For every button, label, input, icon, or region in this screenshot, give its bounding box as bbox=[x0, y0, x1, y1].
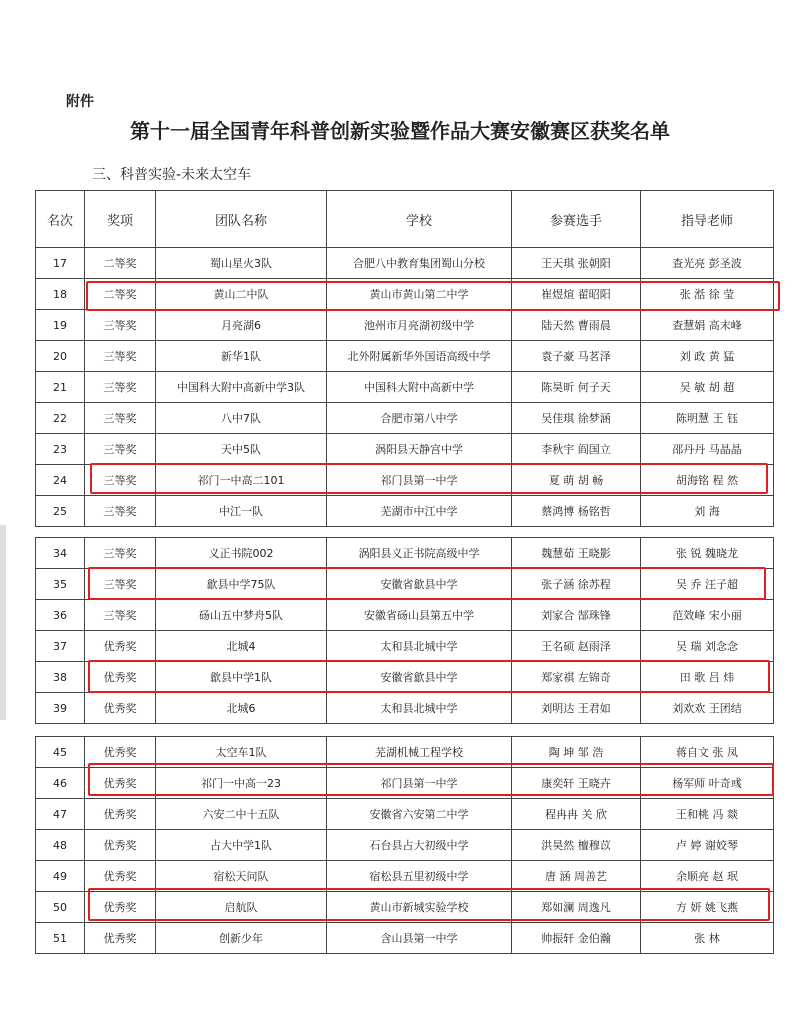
table-row bbox=[36, 496, 774, 527]
teachers-cell: 杨军师 叶奇彧 bbox=[641, 768, 774, 799]
table-row bbox=[36, 248, 774, 279]
team-cell: 祁门一中高二101 bbox=[156, 465, 327, 496]
award-cell: 优秀奖 bbox=[85, 662, 156, 693]
school-cell: 安徽省砀山县第五中学 bbox=[327, 600, 512, 631]
award-cell: 三等奖 bbox=[85, 600, 156, 631]
school-cell: 中国科大附中高新中学 bbox=[327, 372, 512, 403]
rank-cell: 51 bbox=[36, 923, 85, 954]
students-cell: 刘家合 郜珠锋 bbox=[512, 600, 641, 631]
table-row bbox=[36, 693, 774, 724]
teachers-cell: 吴 瑞 刘念念 bbox=[641, 631, 774, 662]
highlight-box bbox=[88, 660, 770, 693]
team-cell: 六安二中十五队 bbox=[156, 799, 327, 830]
teachers-cell: 刘 海 bbox=[641, 496, 774, 527]
teachers-cell: 陈明慧 王 钰 bbox=[641, 403, 774, 434]
rank-cell: 17 bbox=[36, 248, 85, 279]
teachers-cell: 刘欢欢 王团结 bbox=[641, 693, 774, 724]
team-cell: 黄山二中队 bbox=[156, 279, 327, 310]
teachers-cell: 查慧娟 高末峰 bbox=[641, 310, 774, 341]
students-cell: 王天琪 张朝阳 bbox=[512, 248, 641, 279]
award-cell: 三等奖 bbox=[85, 538, 156, 569]
team-cell: 北城6 bbox=[156, 693, 327, 724]
col-team: 团队名称 bbox=[156, 191, 327, 248]
school-cell: 合肥市第八中学 bbox=[327, 403, 512, 434]
school-cell: 宿松县五里初级中学 bbox=[327, 861, 512, 892]
team-cell: 中江一队 bbox=[156, 496, 327, 527]
award-cell: 二等奖 bbox=[85, 279, 156, 310]
col-school: 学校 bbox=[327, 191, 512, 248]
award-cell: 三等奖 bbox=[85, 403, 156, 434]
rank-cell: 45 bbox=[36, 737, 85, 768]
school-cell: 涡阳县天静宫中学 bbox=[327, 434, 512, 465]
teachers-cell: 范效峰 宋小丽 bbox=[641, 600, 774, 631]
table-row bbox=[36, 403, 774, 434]
rank-cell: 47 bbox=[36, 799, 85, 830]
students-cell: 陶 坤 邹 浩 bbox=[512, 737, 641, 768]
school-cell: 安徽省歙县中学 bbox=[327, 662, 512, 693]
students-cell: 唐 涵 周善艺 bbox=[512, 861, 641, 892]
students-cell: 吴佳琪 徐梦涵 bbox=[512, 403, 641, 434]
award-cell: 优秀奖 bbox=[85, 892, 156, 923]
teachers-cell: 田 歌 吕 炜 bbox=[641, 662, 774, 693]
students-cell: 李秋宇 阎国立 bbox=[512, 434, 641, 465]
school-cell: 太和县北城中学 bbox=[327, 693, 512, 724]
teachers-cell: 方 妍 姚飞燕 bbox=[641, 892, 774, 923]
results-table-2 bbox=[35, 537, 774, 724]
rank-cell: 25 bbox=[36, 496, 85, 527]
rank-cell: 36 bbox=[36, 600, 85, 631]
school-cell: 祁门县第一中学 bbox=[327, 768, 512, 799]
team-cell: 蜀山星火3队 bbox=[156, 248, 327, 279]
award-cell: 优秀奖 bbox=[85, 799, 156, 830]
teachers-cell: 蒋自文 张 凤 bbox=[641, 737, 774, 768]
teachers-cell: 胡海铭 程 然 bbox=[641, 465, 774, 496]
students-cell: 康奕轩 王晓卉 bbox=[512, 768, 641, 799]
school-cell: 安徽省歙县中学 bbox=[327, 569, 512, 600]
students-cell: 郑如澜 周逸凡 bbox=[512, 892, 641, 923]
highlight-box bbox=[86, 281, 780, 311]
award-cell: 优秀奖 bbox=[85, 737, 156, 768]
team-cell: 歙县中学75队 bbox=[156, 569, 327, 600]
table-row bbox=[36, 310, 774, 341]
table-row bbox=[36, 799, 774, 830]
table-row bbox=[36, 341, 774, 372]
award-cell: 三等奖 bbox=[85, 341, 156, 372]
rank-cell: 19 bbox=[36, 310, 85, 341]
award-cell: 三等奖 bbox=[85, 372, 156, 403]
students-cell: 洪昊然 檀穆苡 bbox=[512, 830, 641, 861]
col-award: 奖项 bbox=[85, 191, 156, 248]
rank-cell: 38 bbox=[36, 662, 85, 693]
teachers-cell: 张 锐 魏晓龙 bbox=[641, 538, 774, 569]
rank-cell: 22 bbox=[36, 403, 85, 434]
rank-cell: 48 bbox=[36, 830, 85, 861]
highlight-box bbox=[88, 567, 766, 600]
table-row bbox=[36, 830, 774, 861]
left-edge-strip bbox=[0, 525, 6, 720]
award-cell: 优秀奖 bbox=[85, 830, 156, 861]
award-cell: 优秀奖 bbox=[85, 631, 156, 662]
table-row bbox=[36, 861, 774, 892]
teachers-cell: 刘 政 黄 猛 bbox=[641, 341, 774, 372]
school-cell: 北外附属新华外国语高级中学 bbox=[327, 341, 512, 372]
teachers-cell: 余顺亮 赵 珉 bbox=[641, 861, 774, 892]
col-teachers: 指导老师 bbox=[641, 191, 774, 248]
rank-cell: 50 bbox=[36, 892, 85, 923]
highlight-box bbox=[90, 463, 768, 494]
attachment-label: 附件 bbox=[66, 94, 94, 110]
award-cell: 优秀奖 bbox=[85, 861, 156, 892]
team-cell: 北城4 bbox=[156, 631, 327, 662]
school-cell: 涡阳县义正书院高级中学 bbox=[327, 538, 512, 569]
school-cell: 黄山市黄山第二中学 bbox=[327, 279, 512, 310]
students-cell: 崔煜煊 翟昭阳 bbox=[512, 279, 641, 310]
col-rank: 名次 bbox=[36, 191, 85, 248]
award-cell: 三等奖 bbox=[85, 310, 156, 341]
rank-cell: 23 bbox=[36, 434, 85, 465]
table-row bbox=[36, 600, 774, 631]
students-cell: 陆天然 曹雨晨 bbox=[512, 310, 641, 341]
team-cell: 歙县中学1队 bbox=[156, 662, 327, 693]
school-cell: 黄山市新城实验学校 bbox=[327, 892, 512, 923]
students-cell: 郑家祺 左锦奇 bbox=[512, 662, 641, 693]
school-cell: 合肥八中教育集团蜀山分校 bbox=[327, 248, 512, 279]
team-cell: 中国科大附中高新中学3队 bbox=[156, 372, 327, 403]
rank-cell: 21 bbox=[36, 372, 85, 403]
school-cell: 芜湖市中江中学 bbox=[327, 496, 512, 527]
table-row bbox=[36, 434, 774, 465]
rank-cell: 24 bbox=[36, 465, 85, 496]
col-students: 参赛选手 bbox=[512, 191, 641, 248]
rank-cell: 34 bbox=[36, 538, 85, 569]
students-cell: 刘明达 王君如 bbox=[512, 693, 641, 724]
team-cell: 天中5队 bbox=[156, 434, 327, 465]
document-title: 第十一届全国青年科普创新实验暨作品大赛安徽赛区获奖名单 bbox=[130, 119, 670, 143]
students-cell: 王名硕 赵雨泽 bbox=[512, 631, 641, 662]
teachers-cell: 张 林 bbox=[641, 923, 774, 954]
award-cell: 三等奖 bbox=[85, 465, 156, 496]
rank-cell: 39 bbox=[36, 693, 85, 724]
team-cell: 砀山五中梦舟5队 bbox=[156, 600, 327, 631]
award-cell: 二等奖 bbox=[85, 248, 156, 279]
award-cell: 优秀奖 bbox=[85, 693, 156, 724]
team-cell: 太空车1队 bbox=[156, 737, 327, 768]
award-cell: 三等奖 bbox=[85, 496, 156, 527]
award-cell: 三等奖 bbox=[85, 569, 156, 600]
award-cell: 三等奖 bbox=[85, 434, 156, 465]
rank-cell: 35 bbox=[36, 569, 85, 600]
award-cell: 优秀奖 bbox=[85, 923, 156, 954]
award-cell: 优秀奖 bbox=[85, 768, 156, 799]
students-cell: 陈昊昕 何子天 bbox=[512, 372, 641, 403]
teachers-cell: 王和桃 冯 燚 bbox=[641, 799, 774, 830]
table-header-row bbox=[36, 191, 774, 248]
school-cell: 含山县第一中学 bbox=[327, 923, 512, 954]
rank-cell: 49 bbox=[36, 861, 85, 892]
team-cell: 宿松天问队 bbox=[156, 861, 327, 892]
team-cell: 创新少年 bbox=[156, 923, 327, 954]
rank-cell: 20 bbox=[36, 341, 85, 372]
team-cell: 月亮湖6 bbox=[156, 310, 327, 341]
school-cell: 石台县占大初级中学 bbox=[327, 830, 512, 861]
students-cell: 袁子豪 马茗泽 bbox=[512, 341, 641, 372]
table-row bbox=[36, 538, 774, 569]
school-cell: 安徽省六安第二中学 bbox=[327, 799, 512, 830]
highlight-box bbox=[88, 763, 774, 796]
teachers-cell: 卢 婷 谢姣琴 bbox=[641, 830, 774, 861]
team-cell: 占大中学1队 bbox=[156, 830, 327, 861]
school-cell: 祁门县第一中学 bbox=[327, 465, 512, 496]
teachers-cell: 吴 敏 胡 超 bbox=[641, 372, 774, 403]
table-row bbox=[36, 923, 774, 954]
students-cell: 张子涵 徐苏程 bbox=[512, 569, 641, 600]
highlight-box bbox=[88, 888, 770, 921]
students-cell: 程冉冉 关 欣 bbox=[512, 799, 641, 830]
table-row bbox=[36, 631, 774, 662]
students-cell: 魏慧茹 王晓影 bbox=[512, 538, 641, 569]
rank-cell: 46 bbox=[36, 768, 85, 799]
teachers-cell: 张 湉 徐 莹 bbox=[641, 279, 774, 310]
team-cell: 启航队 bbox=[156, 892, 327, 923]
table-row bbox=[36, 372, 774, 403]
school-cell: 池州市月亮湖初级中学 bbox=[327, 310, 512, 341]
team-cell: 新华1队 bbox=[156, 341, 327, 372]
school-cell: 太和县北城中学 bbox=[327, 631, 512, 662]
teachers-cell: 邵丹丹 马晶晶 bbox=[641, 434, 774, 465]
school-cell: 芜湖机械工程学校 bbox=[327, 737, 512, 768]
rank-cell: 37 bbox=[36, 631, 85, 662]
teachers-cell: 吴 乔 汪子超 bbox=[641, 569, 774, 600]
team-cell: 八中7队 bbox=[156, 403, 327, 434]
students-cell: 蔡鸿博 杨铭哲 bbox=[512, 496, 641, 527]
section-heading: 三、科普实验-未来太空车 bbox=[92, 167, 252, 183]
team-cell: 义正书院002 bbox=[156, 538, 327, 569]
students-cell: 夏 萌 胡 畅 bbox=[512, 465, 641, 496]
rank-cell: 18 bbox=[36, 279, 85, 310]
teachers-cell: 查光亮 彭圣波 bbox=[641, 248, 774, 279]
team-cell: 祁门一中高一23 bbox=[156, 768, 327, 799]
students-cell: 帅振轩 金伯瀚 bbox=[512, 923, 641, 954]
